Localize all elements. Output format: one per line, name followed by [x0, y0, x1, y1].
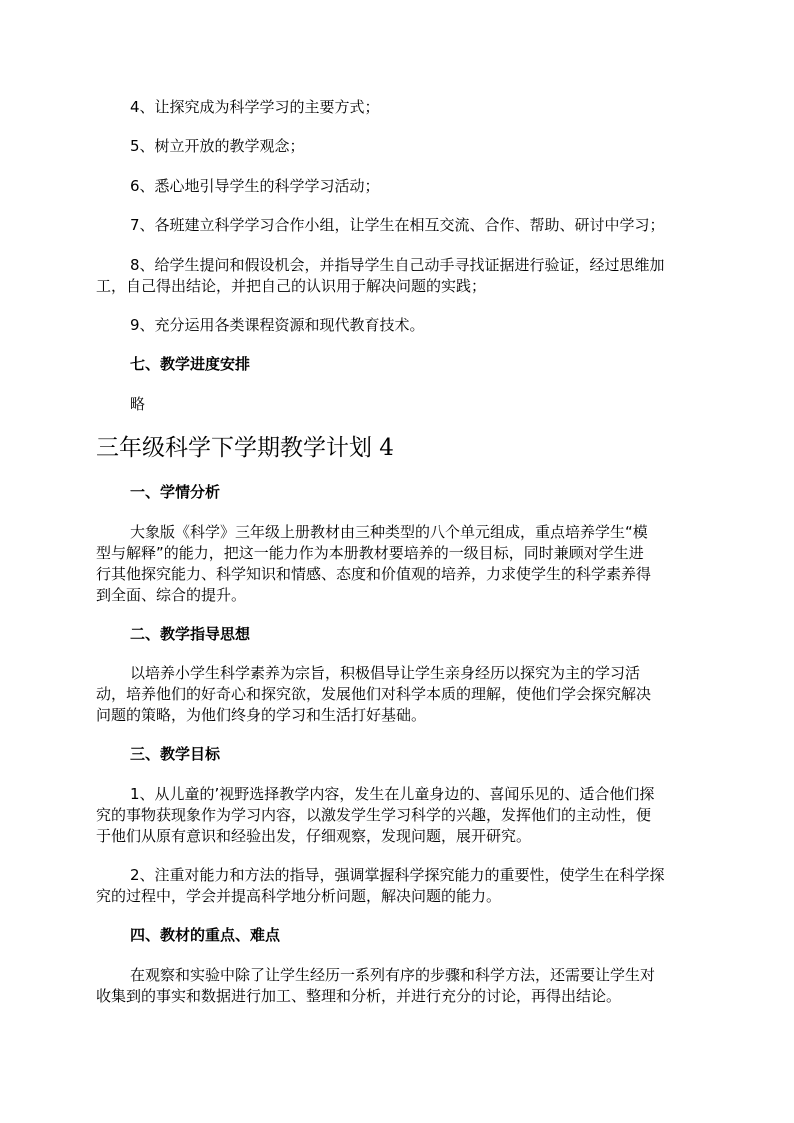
section-3-item-1-line-2: 究的事物获现象作为学习内容，以激发学生学习科学的兴趣，发挥他们的主动性，便 [96, 806, 652, 824]
list-item-8-line-1: 8、给学生提问和假设机会，并指导学生自己动手寻找证据进行验证，经过思维加 [130, 256, 665, 274]
section-3-item-1-line-3: 于他们从原有意识和经验出发，仔细观察，发现问题，展开研究。 [96, 827, 532, 845]
section-1-line-2: 型与解释”的能力，把这一能力作为本册教材要培养的一级目标，同时兼顾对学生进 [96, 544, 644, 562]
section-2-line-2: 动，培养他们的好奇心和探究欲，发展他们对科学本质的理解，使他们学会探究解决 [96, 685, 652, 703]
document-title: 三年级科学下学期教学计划 4 [96, 435, 394, 461]
section-7-body: 略 [130, 395, 146, 413]
section-2-line-1: 以培养小学生科学素养为宗旨，积极倡导让学生亲身经历以探究为主的学习活 [130, 664, 641, 682]
list-item-4: 4、让探究成为科学学习的主要方式； [130, 98, 380, 116]
list-item-7: 7、各班建立科学学习合作小组，让学生在相互交流、合作、帮助、研讨中学习； [130, 216, 665, 234]
list-item-5: 5、树立开放的教学观念； [130, 137, 305, 155]
list-item-9: 9、充分运用各类课程资源和现代教育技术。 [130, 316, 425, 334]
section-2-heading: 二、教学指导思想 [130, 625, 251, 643]
section-3-item-2-line-1: 2、注重对能力和方法的指导，强调掌握科学探究能力的重要性，使学生在科学探 [130, 866, 665, 884]
section-2-line-3: 问题的策略，为他们终身的学习和生活打好基础。 [96, 706, 427, 724]
list-item-6: 6、悉心地引导学生的科学学习活动； [130, 177, 380, 195]
section-4-line-1: 在观察和实验中除了让学生经历一系列有序的步骤和科学方法，还需要让学生对 [130, 966, 656, 984]
section-3-heading: 三、教学目标 [130, 745, 221, 763]
section-4-heading: 四、教材的重点、难点 [130, 926, 281, 944]
section-4-line-2: 收集到的事实和数据进行加工、整理和分析，并进行充分的讨论，再得出结论。 [96, 987, 622, 1005]
section-3-item-1-line-1: 1、从儿童的’视野选择教学内容，发生在儿童身边的、喜闻乐见的、适合他们探 [130, 785, 655, 803]
section-1-heading: 一、学情分析 [130, 483, 221, 501]
section-7-heading: 七、教学进度安排 [130, 355, 251, 373]
section-1-line-4: 到全面、综合的提升。 [96, 586, 247, 604]
section-1-line-1: 大象版《科学》三年级上册教材由三种类型的八个单元组成，重点培养学生“模 [130, 523, 648, 541]
list-item-8-line-2: 工，自己得出结论，并把自己的认识用于解决问题的实践； [96, 277, 487, 295]
section-3-item-2-line-2: 究的过程中，学会并提高科学地分析问题，解决问题的能力。 [96, 887, 502, 905]
section-1-line-3: 行其他探究能力、科学知识和情感、态度和价值观的培养，力求使学生的科学素养得 [96, 565, 652, 583]
